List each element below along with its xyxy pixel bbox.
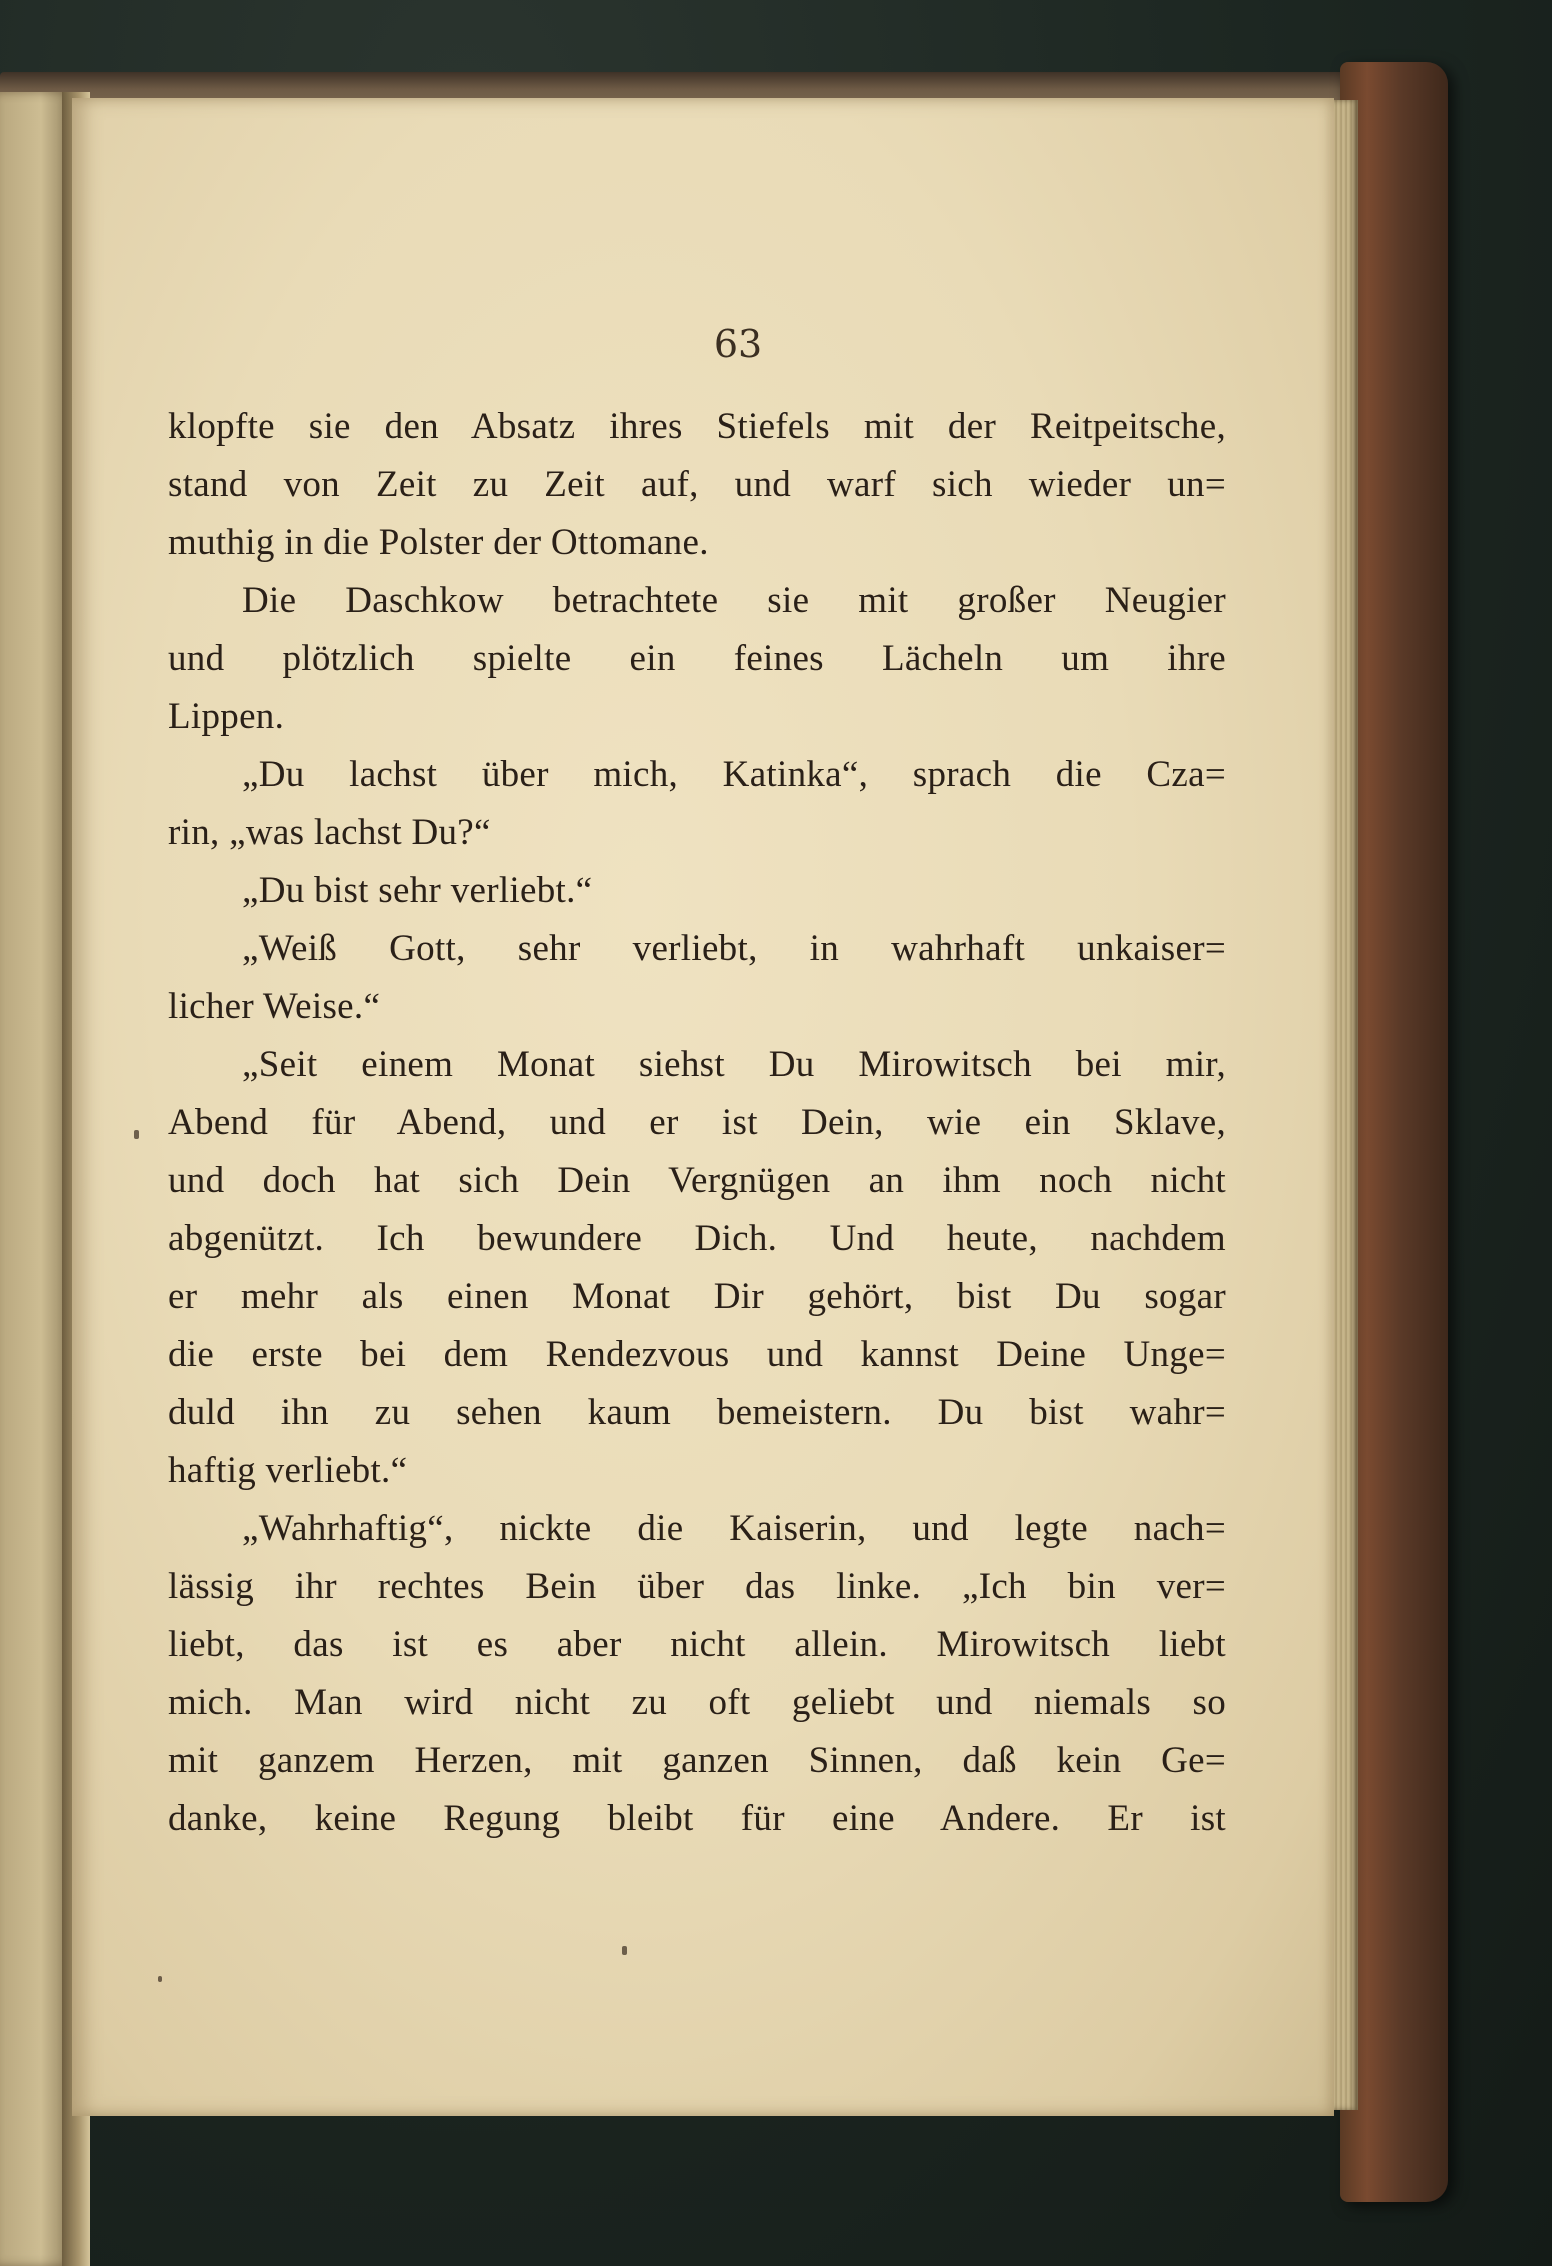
paper-speck bbox=[134, 1130, 139, 1139]
text-line: „Du bist sehr verliebt.“ bbox=[242, 870, 593, 911]
page-number: 63 bbox=[713, 322, 763, 366]
text-line: licher Weise.“ bbox=[168, 986, 381, 1027]
book-page bbox=[72, 98, 1334, 2116]
paper-speck bbox=[158, 1976, 162, 1982]
text-line: er mehr als einen Monat Dir gehört, bist Du sogar bbox=[168, 1276, 1226, 1317]
text-line: muthig in die Polster der Ottomane. bbox=[168, 522, 709, 563]
text-line: „Wahrhaftig“, nickte die Kaiserin, und legte nach= bbox=[242, 1508, 1226, 1549]
text-line: abgenützt. Ich bewundere Dich. Und heute, nachdem bbox=[168, 1218, 1226, 1259]
page-text bbox=[168, 398, 1226, 1848]
text-line: „Weiß Gott, sehr verliebt, in wahrhaft unkaiser= bbox=[242, 928, 1226, 969]
text-line: „Du lachst über mich, Katinka“, sprach die Cza= bbox=[242, 754, 1226, 795]
text-line: und plötzlich spielte ein feines Lächeln um ihre bbox=[168, 638, 1226, 679]
text-line: Lippen. bbox=[168, 696, 285, 737]
paper-speck bbox=[622, 1946, 627, 1955]
text-line: klopfte sie den Absatz ihres Stiefels mit der Reitpeitsche, bbox=[168, 406, 1226, 447]
text-line: haftig verliebt.“ bbox=[168, 1450, 408, 1491]
text-line: mich. Man wird nicht zu oft geliebt und niemals so bbox=[168, 1682, 1226, 1723]
text-line: und doch hat sich Dein Vergnügen an ihm noch nicht bbox=[168, 1160, 1226, 1201]
text-line: Die Daschkow betrachtete sie mit großer Neugier bbox=[242, 580, 1226, 621]
text-line: rin, „was lachst Du?“ bbox=[168, 812, 491, 853]
text-line: lässig ihr rechtes Bein über das linke. „Ich bin ver= bbox=[168, 1566, 1226, 1607]
text-line: duld ihn zu sehen kaum bemeistern. Du bist wahr= bbox=[168, 1392, 1226, 1433]
text-line: liebt, das ist es aber nicht allein. Mirowitsch liebt bbox=[168, 1624, 1226, 1665]
text-line: mit ganzem Herzen, mit ganzen Sinnen, daß kein Ge= bbox=[168, 1740, 1226, 1781]
text-line: danke, keine Regung bleibt für eine Andere. Er ist bbox=[168, 1798, 1226, 1839]
text-line: „Seit einem Monat siehst Du Mirowitsch bei mir, bbox=[242, 1044, 1226, 1085]
text-line: stand von Zeit zu Zeit auf, und warf sich wieder un= bbox=[168, 464, 1226, 505]
text-line: die erste bei dem Rendezvous und kannst Deine Unge= bbox=[168, 1334, 1226, 1375]
text-line: Abend für Abend, und er ist Dein, wie ein Sklave, bbox=[168, 1102, 1226, 1143]
